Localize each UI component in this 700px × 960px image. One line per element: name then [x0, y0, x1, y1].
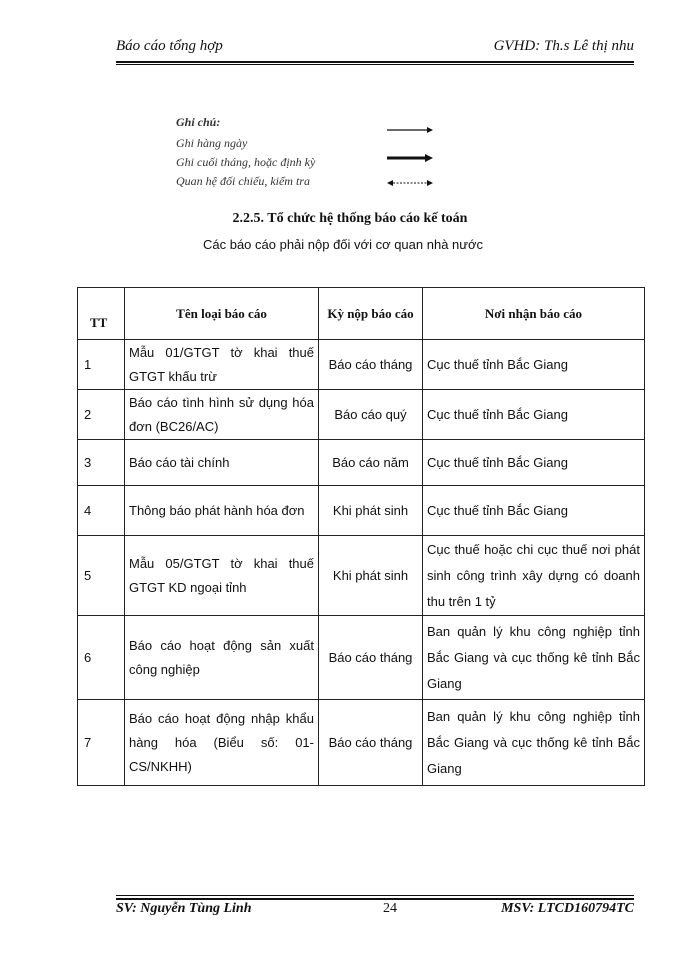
- section-subtitle: Các báo cáo phải nộp đối với cơ quan nhà nước: [202, 237, 483, 252]
- double-arrow-icon: [387, 180, 433, 186]
- report-period: Báo cáo tháng: [319, 340, 423, 390]
- report-name: Mẫu 05/GTGT tờ khai thuế GTGT KD ngoại tỉnh: [125, 536, 319, 616]
- footer-rule: [116, 898, 634, 900]
- header-tt: TT: [78, 288, 125, 340]
- report-recipient: Cục thuế tỉnh Bắc Giang: [423, 486, 645, 536]
- report-recipient: Ban quản lý khu công nghiệp tỉnh Bắc Giang và cục thống kê tỉnh Bắc Giang: [423, 616, 645, 700]
- legend-title: Ghi chú:: [176, 115, 221, 129]
- legend: [176, 115, 315, 191]
- report-name: Mẫu 01/GTGT tờ khai thuế GTGT khấu trừ: [125, 340, 319, 390]
- legend-arrows: [385, 122, 435, 192]
- page-number: 24: [383, 901, 397, 916]
- report-name: Báo cáo hoạt động sản xuất công nghiệp: [125, 616, 319, 700]
- table-row: [78, 616, 645, 700]
- thin-arrow-icon: [387, 127, 433, 133]
- row-number: 1: [78, 340, 125, 390]
- report-table: [77, 287, 645, 786]
- report-period: Báo cáo năm: [319, 440, 423, 486]
- report-recipient: Cục thuế tỉnh Bắc Giang: [423, 390, 645, 440]
- legend-item-monthly: Ghi cuối tháng, hoặc định kỳ: [176, 155, 316, 169]
- section-title: 2.2.5. Tổ chức hệ thống báo cáo kế toán: [232, 211, 468, 226]
- report-recipient: Ban quản lý khu công nghiệp tỉnh Bắc Giang và cục thống kê tỉnh Bắc Giang: [423, 700, 645, 786]
- header-rule: [116, 61, 634, 63]
- report-recipient: Cục thuế hoặc chi cục thuế nơi phát sinh công trình xây dựng có doanh thu trên 1 tỷ: [423, 536, 645, 616]
- legend-item-reconcile: Quan hệ đối chiếu, kiểm tra: [176, 174, 310, 188]
- footer-student-id: MSV: LTCD160794TC: [501, 901, 634, 916]
- report-period: Khi phát sinh: [319, 536, 423, 616]
- header-report-name: Tên loại báo cáo: [125, 288, 319, 340]
- table-row: [78, 390, 645, 440]
- header-recipient: Nơi nhận báo cáo: [423, 288, 645, 340]
- report-recipient: Cục thuế tỉnh Bắc Giang: [423, 340, 645, 390]
- report-name: Thông báo phát hành hóa đơn: [125, 486, 319, 536]
- report-period: Báo cáo tháng: [319, 700, 423, 786]
- table-row: [78, 700, 645, 786]
- table-row: [78, 440, 645, 486]
- footer-student: SV: Nguyễn Tùng Linh: [116, 901, 252, 916]
- report-name: Báo cáo tình hình sử dụng hóa đơn (BC26/AC): [125, 390, 319, 440]
- report-name: Báo cáo hoạt động nhập khẩu hàng hóa (Biểu số: 01-CS/NKHH): [125, 700, 319, 786]
- report-period: Khi phát sinh: [319, 486, 423, 536]
- table-header-row: [78, 288, 645, 340]
- row-number: 6: [78, 616, 125, 700]
- table-row: [78, 536, 645, 616]
- row-number: 5: [78, 536, 125, 616]
- header-rule-thin: [116, 64, 634, 65]
- page-footer: [116, 901, 634, 923]
- row-number: 4: [78, 486, 125, 536]
- page-header: [116, 38, 634, 60]
- legend-item-daily: Ghi hàng ngày: [176, 136, 248, 150]
- report-recipient: Cục thuế tỉnh Bắc Giang: [423, 440, 645, 486]
- row-number: 2: [78, 390, 125, 440]
- footer-rule-thin: [116, 895, 634, 896]
- row-number: 3: [78, 440, 125, 486]
- header-title: Báo cáo tổng hợp: [116, 38, 223, 54]
- row-number: 7: [78, 700, 125, 786]
- thick-arrow-icon: [387, 154, 433, 162]
- header-supervisor: GVHD: Th.s Lê thị nhu: [493, 38, 634, 54]
- table-row: [78, 486, 645, 536]
- table-row: [78, 340, 645, 390]
- report-name: Báo cáo tài chính: [125, 440, 319, 486]
- header-period: Kỳ nộp báo cáo: [319, 288, 423, 340]
- report-period: Báo cáo tháng: [319, 616, 423, 700]
- report-period: Báo cáo quý: [319, 390, 423, 440]
